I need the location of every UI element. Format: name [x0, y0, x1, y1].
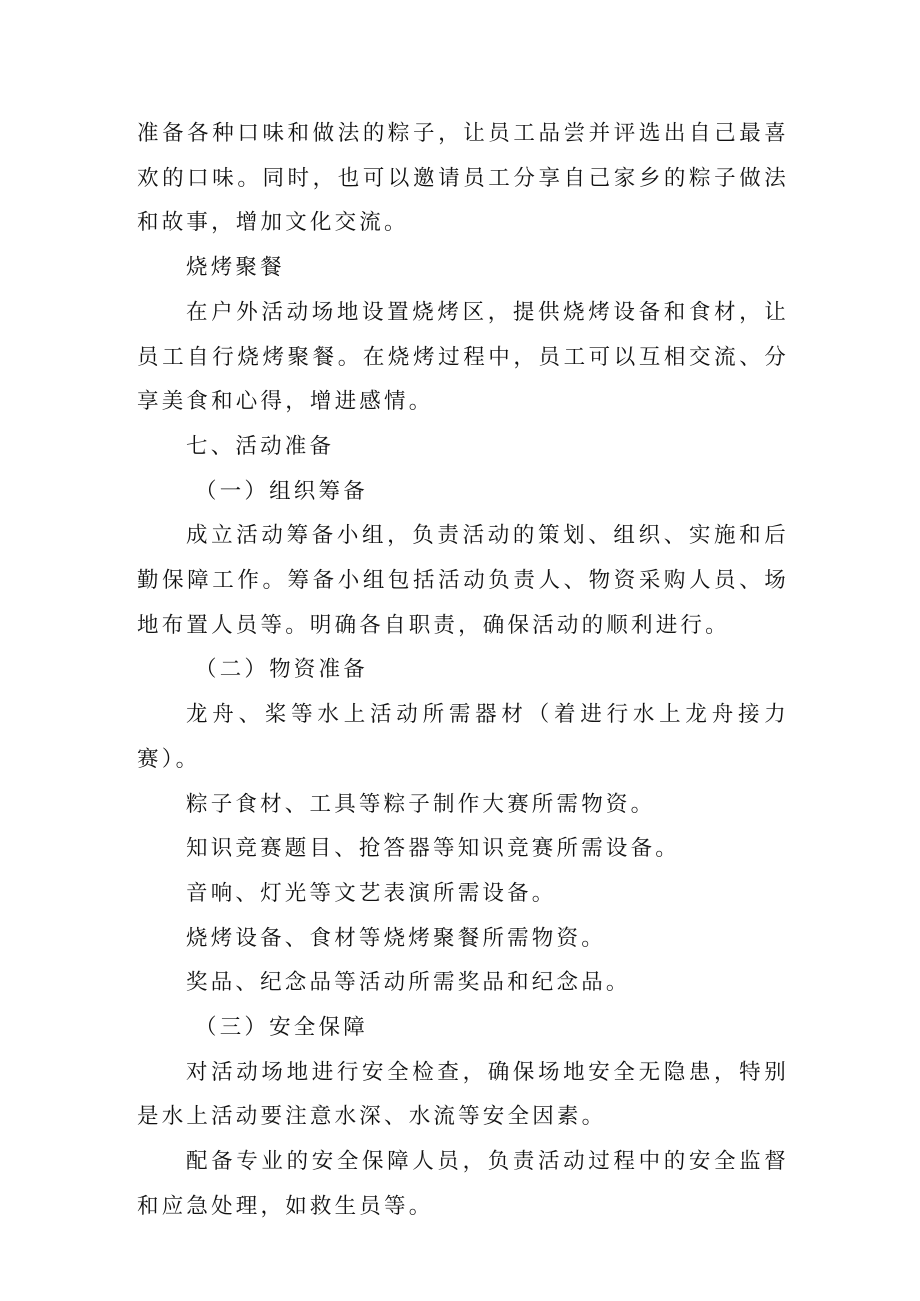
list-item-performance-equipment: 音响、灯光等文艺表演所需设备。	[186, 880, 557, 906]
list-item-prizes: 奖品、纪念品等活动所需奖品和纪念品。	[186, 970, 631, 996]
paragraph-safety-inspection: 对活动场地进行安全检查，确保场地安全无隐患，特别是水上活动要注意水深、水流等安全因素。	[137, 1059, 789, 1130]
section-heading-preparation: 七、活动准备	[186, 433, 335, 459]
subsection-heading-safety: （三）安全保障	[195, 1015, 368, 1041]
list-item-quiz-equipment: 知识竞赛题目、抢答器等知识竞赛所需设备。	[186, 836, 681, 862]
item-title-bbq: 烧烤聚餐	[186, 255, 285, 281]
subsection-heading-materials: （二）物资准备	[195, 657, 368, 683]
paragraph-zongzi-tasting: 准备各种口味和做法的粽子，让员工品尝并评选出自己最喜欢的口味。同时，也可以邀请员工分享自己家乡的粽子做法和故事，增加文化交流。	[137, 121, 789, 236]
list-item-zongzi-materials: 粽子食材、工具等粽子制作大赛所需物资。	[186, 791, 656, 817]
paragraph-safety-personnel: 配备专业的安全保障人员，负责活动过程中的安全监督和应急处理，如救生员等。	[137, 1149, 789, 1219]
paragraph-organization: 成立活动筹备小组，负责活动的策划、组织、实施和后勤保障工作。筹备小组包括活动负责人、物资采购人员、场地布置人员等。明确各自职责，确保活动的顺利进行。	[137, 523, 789, 638]
subsection-heading-organization: （一）组织筹备	[195, 478, 368, 504]
list-item-dragon-boat-equipment: 龙舟、桨等水上活动所需器材（着进行水上龙舟接力赛）。	[137, 702, 789, 772]
list-item-bbq-materials: 烧烤设备、食材等烧烤聚餐所需物资。	[186, 925, 606, 951]
document-body	[137, 112, 789, 1230]
paragraph-bbq: 在户外活动场地设置烧烤区，提供烧烤设备和食材，让员工自行烧烤聚餐。在烧烤过程中，员工可以互相交流、分享美食和心得，增进感情。	[137, 299, 789, 415]
